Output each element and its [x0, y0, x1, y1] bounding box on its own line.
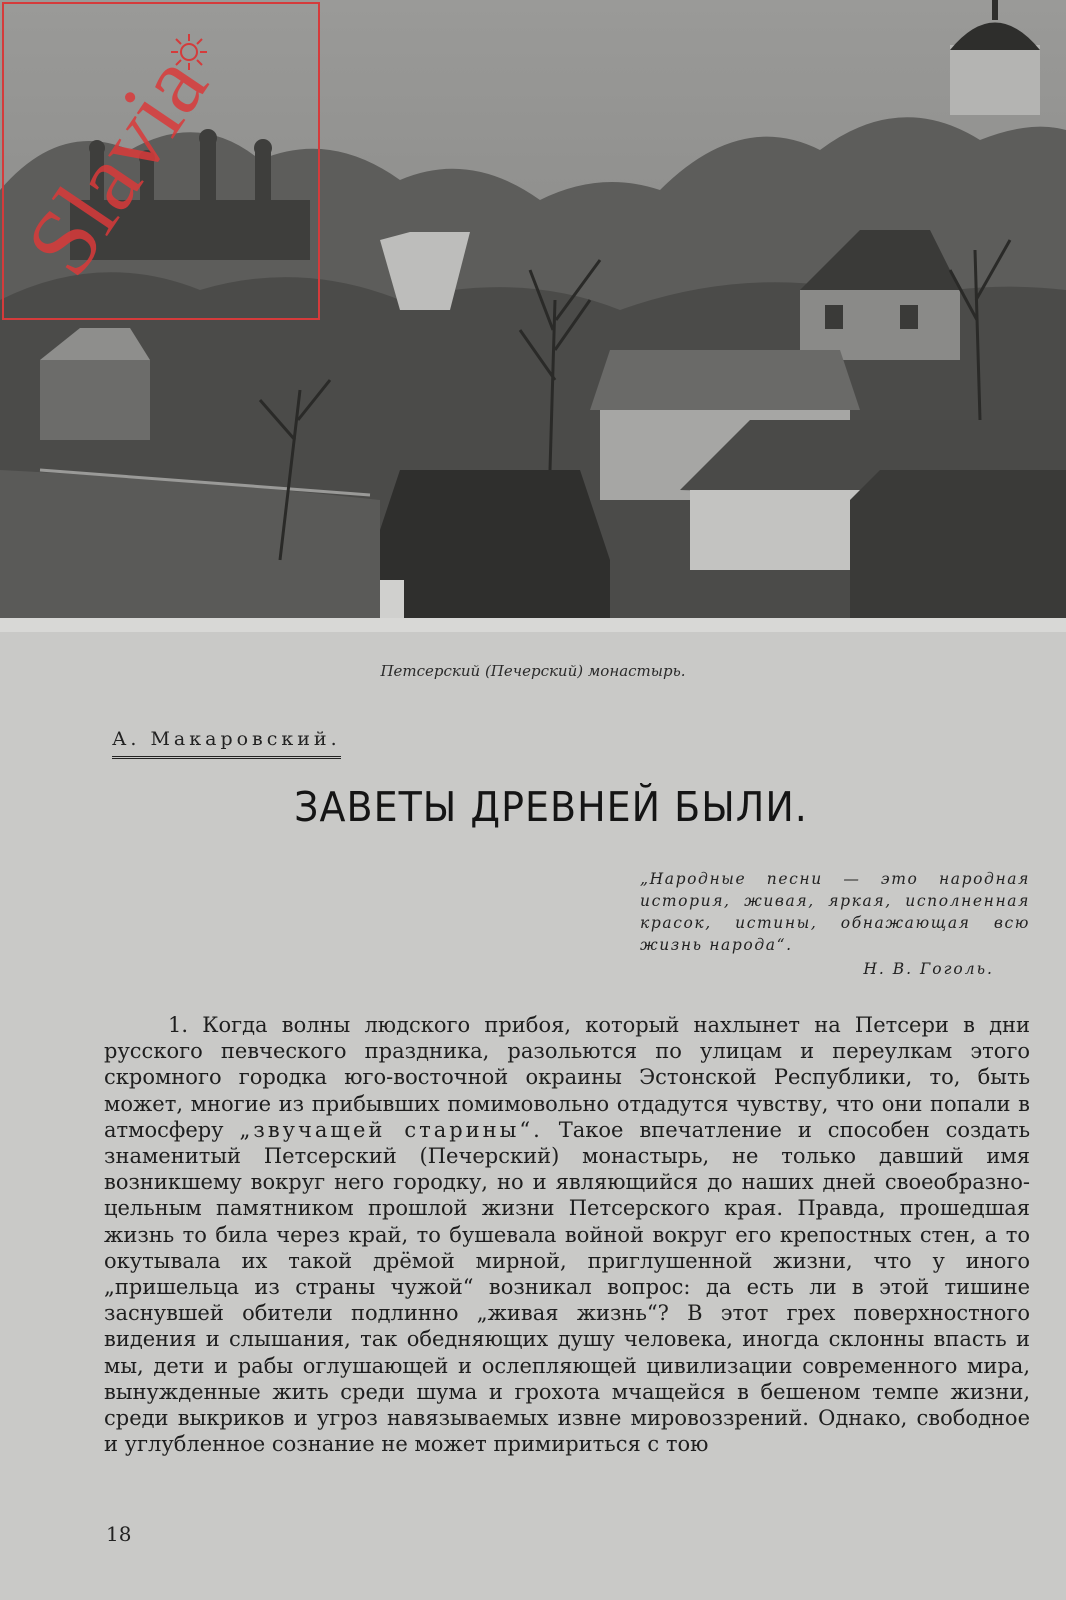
slavia-watermark-stamp [2, 2, 320, 320]
epigraph [640, 868, 1030, 980]
body-emphasis: „звучащей старины“. [239, 1117, 543, 1142]
photo-caption: Петсерский (Печерский) монастырь. [380, 662, 686, 680]
body-text-part1: 1. Когда волны людского прибоя, который нахлынет на Петсери в дни русского певческого праздника, разольются по улицам и переулкам этого скромного городка юго-восточной окраины Эстонской Республики, то, быть может, многие из прибывших помимовольно отдадутся чувству, что они попали в атмосферу [104, 1013, 1030, 1142]
body-text-part2: Такое впечатление и способен создать знаменитый Петсерский (Печерский) монастырь, не только давший имя возникшему вокруг него городку, но и являющийся до наших дней своеобразно-цельным памятником прошлой жизни Петсерского края. Правда, прошедшая жизнь то била через край, то бушевала войной вокруг его крепостных стен, а то окутывала их такой дрёмой мирной, приглушенной жизни, что у иного „пришельца из страны чужой“ возникал вопрос: да есть ли в этой тишине заснувшей обители подлинно „живая жизнь“? В этот грех поверхностного видения и слышания, так обедняющих душу человека, иногда склонны впасть и мы, дети и рабы оглушающей и ослепляющей цивилизации современного мира, вынужденные жить среди шума и грохота мчащейся в бешеном темпе жизни, среди выкриков и угроз навязываемых извне мировоззрений. Однако, свободное и углубленное сознание не может примириться с тою [104, 1117, 1030, 1457]
epigraph-text: „Народные песни — это народная история, живая, яркая, исполненная красок, истины, обнажающая всю жизнь народа“. [640, 870, 1030, 954]
monastery-photo [0, 0, 1066, 632]
article-title: ЗАВЕТЫ ДРЕВНЕЙ БЫЛИ. [294, 783, 808, 831]
slavia-logo-text: Slavia [4, 34, 228, 294]
epigraph-signature: Н. В. Гоголь. [863, 960, 994, 978]
slavia-logo [4, 4, 318, 318]
article-body [104, 1012, 1030, 1457]
page-number: 18 [106, 1522, 132, 1546]
article-author: А. Макаровский. [112, 728, 341, 759]
